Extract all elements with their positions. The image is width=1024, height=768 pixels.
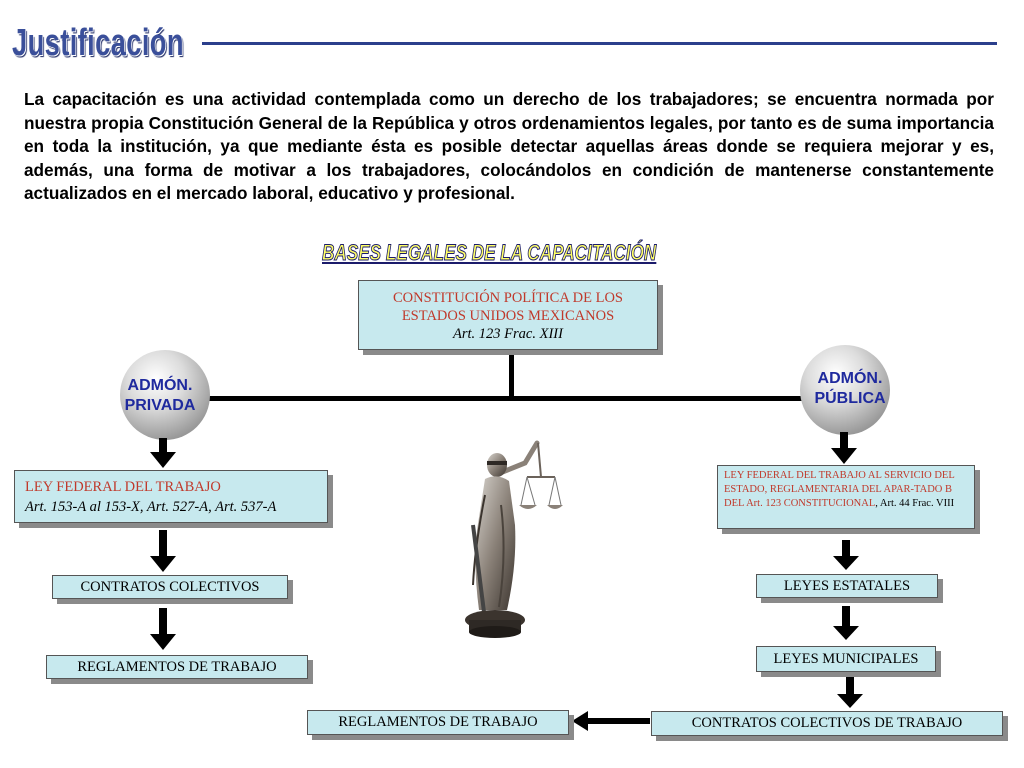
- arrow-down-icon: [837, 676, 863, 708]
- page-title: Justificación: [12, 22, 184, 64]
- constitution-line1: CONSTITUCIÓN POLÍTICA DE LOS: [393, 290, 623, 306]
- public-contracts-box: CONTRATOS COLECTIVOS DE TRABAJO: [651, 711, 1003, 736]
- public-law-box: [717, 465, 975, 529]
- arrow-down-icon: [150, 438, 176, 468]
- public-admin-label: ADMÓN. PÚBLICA: [814, 370, 886, 407]
- arrow-down-icon: [833, 606, 859, 640]
- justice-statue-icon: [455, 435, 565, 645]
- private-law-box: [14, 470, 328, 523]
- private-admin-label: ADMÓN. PRIVADA: [124, 377, 196, 414]
- public-municipal-laws-box: LEYES MUNICIPALES: [756, 646, 936, 672]
- constitution-article: Art. 123 Frac. XIII: [453, 326, 563, 342]
- arrow-down-icon: [833, 540, 859, 570]
- arrow-down-icon: [150, 608, 176, 650]
- private-law-articles: Art. 153-A al 153-X, Art. 527-A, Art. 537-A: [25, 499, 277, 515]
- public-law-text: LEY FEDERAL DEL TRABAJO AL SERVICIO DEL ESTADO, REGLAMENTARIA DEL APAR-TADO B DEL Art. 123 CONSTITUCIONAL: [724, 470, 955, 509]
- private-regulations-box: REGLAMENTOS DE TRABAJO: [46, 655, 308, 679]
- intro-paragraph: La capacitación es una actividad contemplada como un derecho de los trabajadores; se encuentra normada por nuestra propia Constitución General de la República y otros ordenamientos legales, por tanto es de suma importancia en toda la institución, ya que mediante ésta es posible detectar aquellas áreas donde se requiera mejorar y es, además, una forma de motivar a los trabajadores, colocándolos en condición de mantenerse constantemente actualizados en el mercado laboral, educativo y profesional.: [24, 89, 994, 203]
- public-state-laws-box: LEYES ESTATALES: [756, 574, 938, 598]
- arrow-down-icon: [831, 432, 857, 464]
- public-regulations-box: REGLAMENTOS DE TRABAJO: [307, 710, 569, 735]
- private-contracts-box: CONTRATOS COLECTIVOS: [52, 575, 288, 599]
- private-law-title: LEY FEDERAL DEL TRABAJO: [25, 479, 221, 495]
- arrow-down-icon: [150, 530, 176, 572]
- public-law-suffix: , Art. 44 Frac. VIII: [875, 498, 955, 509]
- arrow-left-icon: [572, 711, 650, 731]
- constitution-line2: ESTADOS UNIDOS MEXICANOS: [401, 308, 615, 324]
- diagram-subtitle: BASES LEGALES DE LA CAPACITACIÓN: [322, 240, 657, 265]
